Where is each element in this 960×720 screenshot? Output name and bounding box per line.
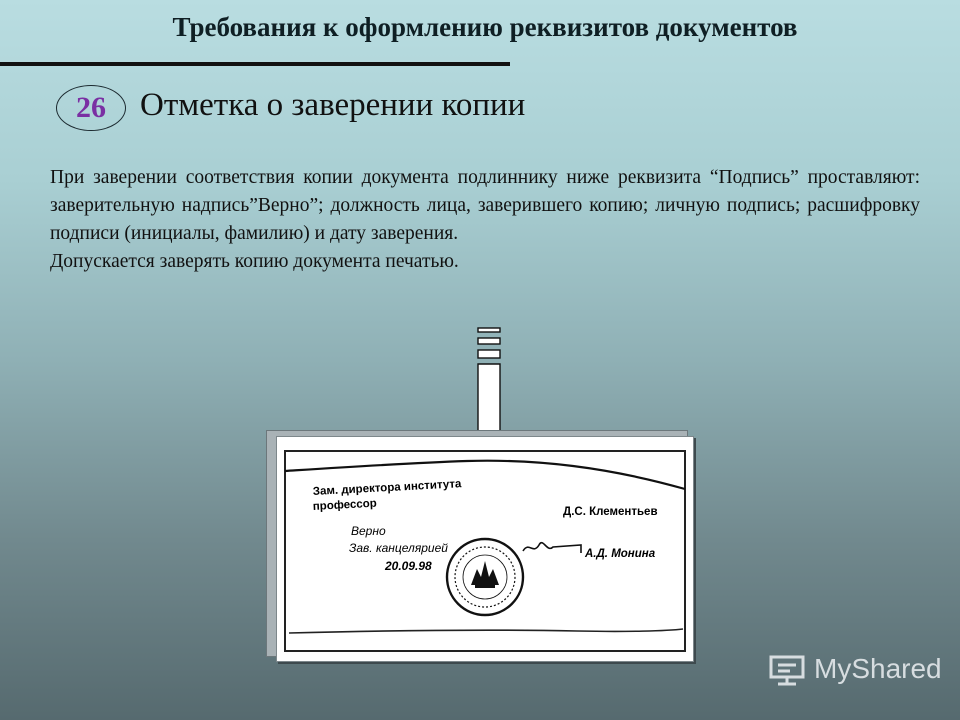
paragraph-requirements: При заверении соответствия копии документа подлиннику ниже реквизита “Подпись” проставляют: заверительную надпись”Верно”; должность лица, заверившего копию; личную подпись; расшифровку подписи (инициалы, фамилию) и дату заверения. [50, 167, 920, 244]
watermark-logo [768, 652, 942, 686]
certification-date: 20.09.98 [385, 559, 432, 573]
clerk-name: А.Д. Монина [585, 548, 656, 560]
position-line-2: профессор [312, 497, 378, 513]
position-line-1: Зам. директора института [312, 478, 462, 498]
document-sample [276, 436, 694, 662]
slide-title: Требования к оформлению реквизитов документов [172, 12, 798, 42]
certification-word: Верно [351, 524, 386, 538]
watermark-text: MyShared [814, 653, 942, 684]
slide-number-badge: 26 [56, 85, 126, 131]
presentation-board-icon [768, 652, 808, 686]
round-seal-icon [447, 539, 523, 615]
clerk-position: Зав. канцелярией [349, 541, 448, 555]
signer-name: Д.С. Клементьев [563, 506, 658, 518]
body-text [50, 164, 920, 276]
slide-subtitle: Отметка о заверении копии [140, 87, 526, 123]
title-underline [0, 62, 510, 66]
paragraph-stamp-note: Допускается заверять копию документа печатью. [50, 251, 459, 272]
scanned-document-image [277, 437, 693, 661]
